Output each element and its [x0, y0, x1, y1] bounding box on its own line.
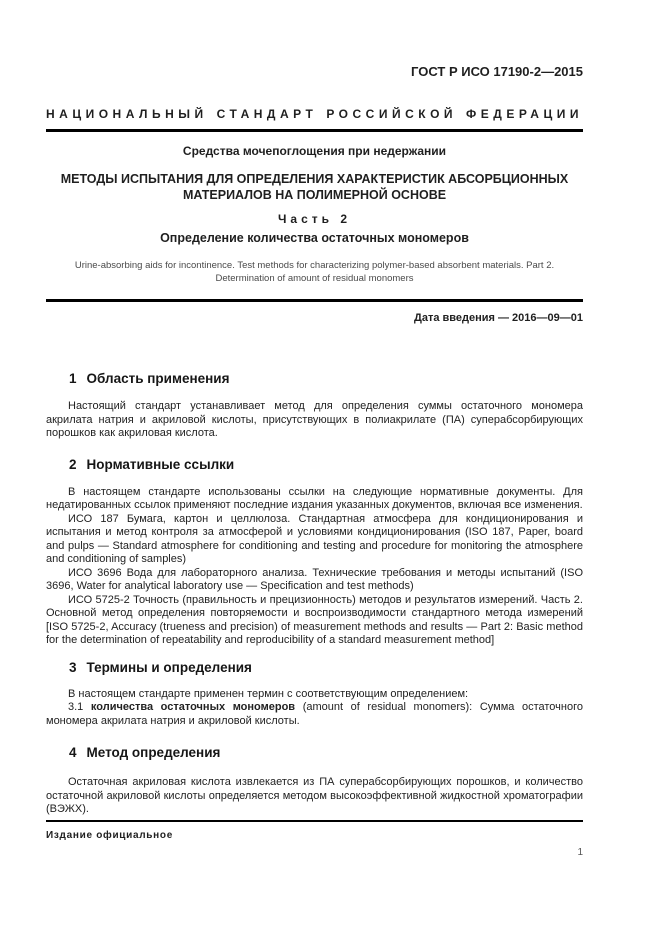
section-title: Область применения [86, 371, 230, 386]
section-normative-references [46, 456, 583, 648]
doc-subject: Средства мочепоглощения при недержании [182, 144, 447, 158]
doc-title: МЕТОДЫ ИСПЫТАНИЯ ДЛЯ ОПРЕДЕЛЕНИЯ ХАРАКТЕРИСТИК АБСОРБЦИОННЫХ МАТЕРИАЛОВ НА ПОЛИМЕРНОЙ ОСНОВЕ [60, 172, 569, 202]
paragraph: ИСО 3696 Вода для лабораторного анализа. Технические требования и методы испытаний (ISO 3696, Water for analytical laboratory use — Specification and test methods) [46, 566, 583, 592]
section-number: 2 [69, 456, 77, 472]
doc-title-english: Urine-absorbing aids for incontinence. Test methods for characterizing polymer-based absorbent materials. Part 2. Determination of amount of residual monomers [74, 260, 555, 284]
page-number: 1 [577, 847, 583, 858]
term-name: количества остаточных мономеров [90, 701, 296, 713]
page-content [46, 0, 583, 817]
federation-banner: НАЦИОНАЛЬНЫЙ СТАНДАРТ РОССИЙСКОЙ ФЕДЕРАЦИИ [46, 107, 583, 121]
section-heading [46, 456, 583, 473]
header-rule [46, 129, 583, 132]
footer-rule [46, 820, 583, 822]
section-number: 3 [69, 659, 77, 675]
paragraph: Остаточная акриловая кислота извлекается из ПА суперабсорбирующих порошков, и количество остаточной акриловой кислоты определяется методом высокоэффективной жидкостной хроматографии (ВЭЖХ). [46, 776, 583, 815]
doc-subtitle: Определение количества остаточных мономеров [160, 231, 469, 245]
intro-rule [46, 299, 583, 302]
paragraph: ИСО 5725-2 Точность (правильность и прецизионность) методов и результатов измерений. Часть 2. Основной метод определения повторяемости и воспроизводимости стандартного метода измерений [ISO 5725-2, Accuracy (trueness and precision) of measurement methods and results — Part 2: Basic method for the determination of repeatability and reproducibility of a standard measurement method] [46, 593, 583, 646]
section-number: 1 [69, 371, 77, 386]
paragraph: Настоящий стандарт устанавливает метод для определения суммы остаточного мономера акрилата натрия и акриловой кислоты, присутствующих в полиакрилате (ПА) суперабсорбирующих порошков как акриловая кислота. [46, 400, 583, 439]
section-method [46, 744, 583, 817]
term-definition [46, 701, 583, 728]
section-title: Термины и определения [86, 659, 252, 675]
section-scope [46, 370, 583, 441]
section-number: 4 [69, 745, 77, 760]
term-text: (amount of residual monomers): Сумма остаточного мономера акрилата натрия и акриловой кислоты. [46, 701, 583, 727]
effective-date: Дата введения — 2016—09—01 [414, 312, 583, 324]
doc-code: ГОСТ Р ИСО 17190-2—2015 [411, 64, 583, 79]
paragraph: ИСО 187 Бумага, картон и целлюлоза. Стандартная атмосфера для кондиционирования и испытания и метод контроля за атмосферой и условиями кондиционирования (ISO 187, Paper, board and pulps — Standard atmosphere for conditioning and testing and procedure for monitoring the atmosphere and conditioning of samples) [46, 512, 583, 565]
paragraph: В настоящем стандарте применен термин с соответствующим определением: [68, 687, 469, 700]
section-heading [46, 370, 583, 387]
section-heading [46, 744, 583, 761]
section-terms-definitions [46, 659, 583, 729]
paragraph: В настоящем стандарте использованы ссылки на следующие нормативные документы. Для недатированных ссылок применяют последние издания указанных документов, включая все изменения. [46, 485, 583, 511]
term-number: 3.1 [68, 701, 84, 713]
section-heading [46, 659, 583, 676]
edition-note: Издание официальное [46, 830, 173, 841]
section-title: Метод определения [86, 745, 221, 760]
part-label: Часть 2 [277, 212, 352, 226]
section-title: Нормативные ссылки [86, 456, 235, 472]
